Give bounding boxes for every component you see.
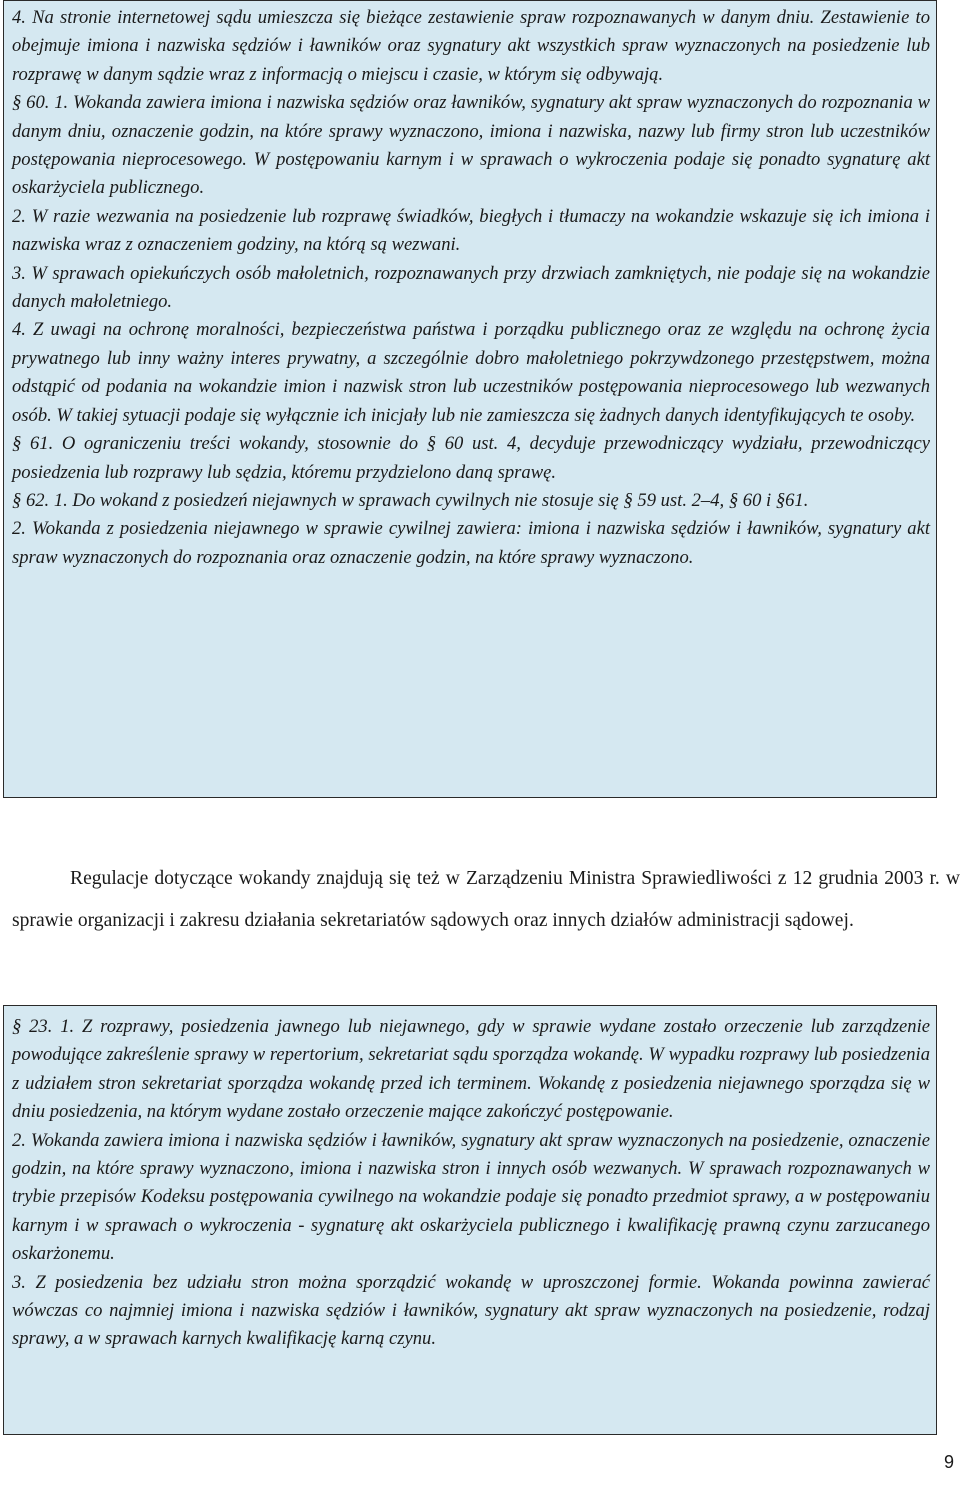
paragraph-60-3: 3. W sprawach opiekuńczych osób małoletnich, rozpoznawanych przy drzwiach zamkniętych, nie podaje się na wokandzie danych małoletniego. bbox=[12, 262, 930, 313]
paragraph-23-3: 3. Z posiedzenia bez udziału stron można sporządzić wokandę w uproszczonej formie. Wokanda powinna zawierać wówczas co najmniej imiona i nazwiska sędziów i ławników, sygnatury akt spraw wyznaczonych na posiedzenie, rodzaj sprawy, a w sprawach karnych kwalifikację karną czynu. bbox=[12, 1271, 930, 1350]
paragraph-60-1: § 60. 1. Wokanda zawiera imiona i nazwiska sędziów oraz ławników, sygnatury akt spraw wyznaczonych do rozpoznania w danym dniu, oznaczenie godzin, na które sprawy wyznaczono, imiona i nazwiska, nazwy lub firmy stron lub uczestników postępowania nieprocesowego. W postępowaniu karnym i w sprawach o wykroczenia podaje się ponadto sygnaturę akt oskarżyciela publicznego. bbox=[12, 92, 930, 199]
paragraph-62-1: § 62. 1. Do wokand z posiedzeń niejawnych w sprawach cywilnych nie stosuje się § 59 ust. 2–4, § 60 i §61. bbox=[12, 489, 809, 511]
paragraph-61: § 61. O ograniczeniu treści wokandy, stosownie do § 60 ust. 4, decyduje przewodniczący wydziału, przewodniczący posiedzenia lub rozprawy lub sędzia, któremu przydzielono daną sprawę. bbox=[12, 433, 930, 483]
page-number: 9 bbox=[943, 1452, 954, 1472]
body-text bbox=[12, 858, 960, 942]
paragraph-23-1: § 23. 1. Z rozprawy, posiedzenia jawnego lub niejawnego, gdy w sprawie wydane zostało orzeczenie lub zarządzenie powodujące zakreślenie sprawy w repertorium, sekretariat sądu sporządza wokandę. W wypadku rozprawy lub posiedzenia z udziałem stron sekretariat sporządza wokandę przed ich terminem. Wokandę z posiedzenia niejawnego sporządza się w dniu posiedzenia, na którym wydane zostało orzeczenie mające zakończyć postępowanie. bbox=[12, 1016, 930, 1123]
paragraph-60-4: 4. Z uwagi na ochronę moralności, bezpieczeństwa państwa i porządku publicznego oraz ze względu na ochronę życia prywatnego lub inny ważny interes prywatny, a szczególnie dobro małoletniego pokrzywdzonego przestępstwem, można odstąpić od podania na wokandzie imion i nazwisk stron lub uczestników postępowania nieprocesowego lub wezwanych osób. W takiej sytuacji podaje się wyłącznie ich inicjały lub nie zamieszcza się żadnych danych identyfikujących te osoby. bbox=[12, 319, 930, 426]
body-paragraph: Regulacje dotyczące wokandy znajdują się też w Zarządzeniu Ministra Sprawiedliwości z 12 grudnia 2003 r. w sprawie organizacji i zakresu działania sekretariatów sądowych oraz innych działów administracji sądowej. bbox=[12, 868, 960, 931]
paragraph-60-2: 2. W razie wezwania na posiedzenie lub rozprawę świadków, biegłych i tłumaczy na wokandzie wskazuje się ich imiona i nazwiska wraz z oznaczeniem godziny, na którą są wezwani. bbox=[12, 205, 930, 256]
paragraph-60-ust-4-prev: 4. Na stronie internetowej sądu umieszcza się bieżące zestawienie spraw rozpoznawanych w danym dniu. Zestawienie to obejmuje imiona i nazwiska sędziów i ławników oraz sygnatury akt wszystkich spraw wyznaczonych na posiedzenie lub rozprawę w danym sądzie wraz z informacją o miejscu i czasie, w którym się odbywają. bbox=[12, 7, 930, 85]
paragraph-23-2: 2. Wokanda zawiera imiona i nazwiska sędziów i ławników, sygnatury akt spraw wyznaczonych na posiedzenie, oznaczenie godzin, na które sprawy wyznaczono, imiona i nazwiska stron i innych osób wezwanych. W sprawach rozpoznawanych w trybie przepisów Kodeksu postępowania cywilnego na wokandzie podaje się ponadto przedmiot sprawy, a w postępowaniu karnym i w sprawach o wykroczenia - sygnaturę akt oskarżyciela publicznego i kwalifikację prawną czynu zarzucanego oskarżonemu. bbox=[12, 1129, 930, 1265]
quoted-ordinance-box bbox=[3, 1005, 937, 1435]
paragraph-62-2: 2. Wokanda z posiedzenia niejawnego w sprawie cywilnej zawiera: imiona i nazwiska sędziów i ławników, sygnatury akt spraw wyznaczonych do rozpoznania oraz oznaczenie godzin, na które sprawy wyznaczono. bbox=[12, 518, 930, 568]
quoted-regulation-box bbox=[3, 0, 937, 798]
